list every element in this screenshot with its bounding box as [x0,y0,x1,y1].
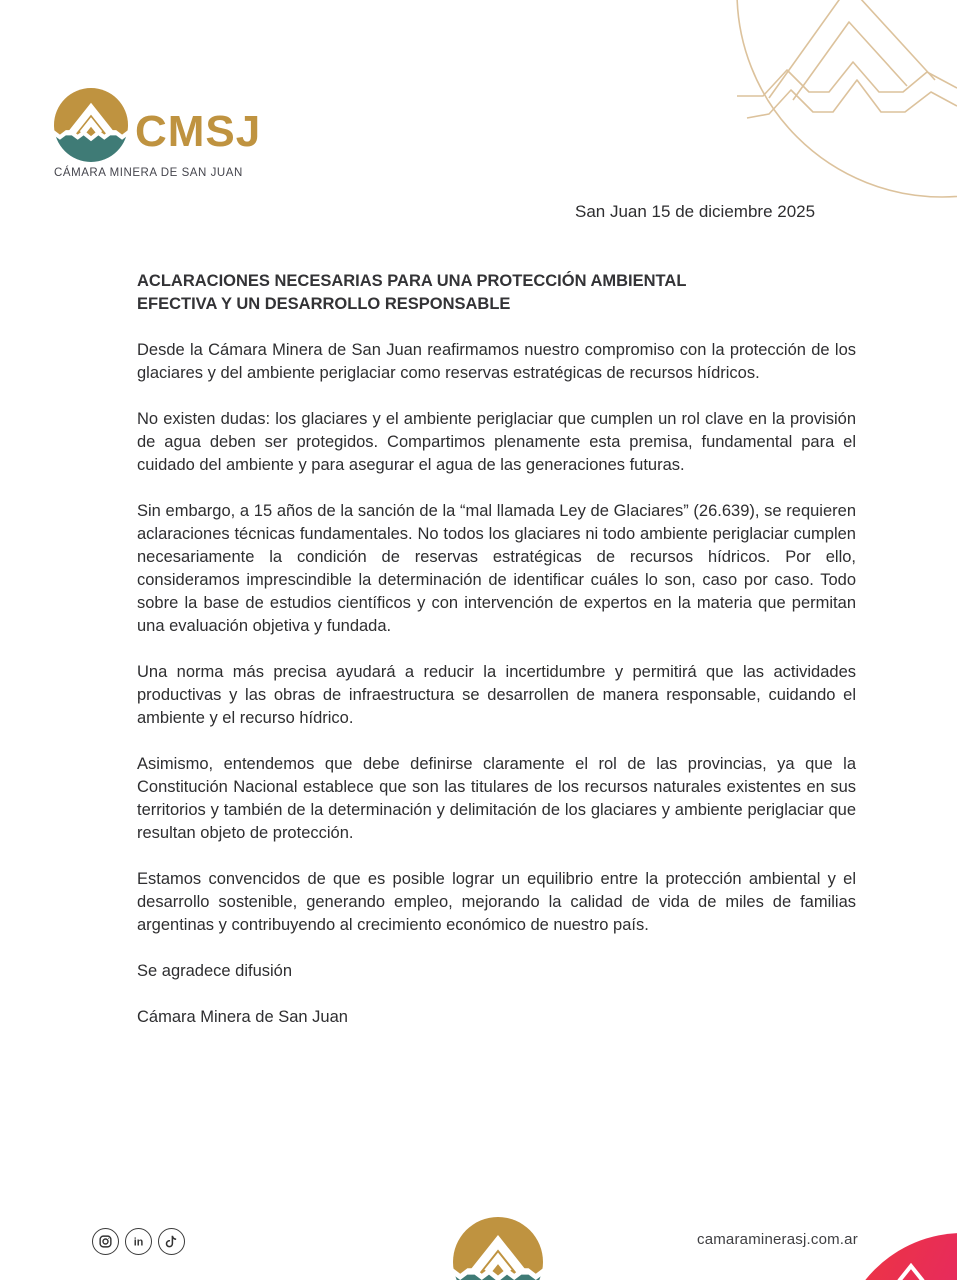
website-url[interactable]: camaraminerasj.com.ar [697,1231,858,1248]
paragraph-1: Desde la Cámara Minera de San Juan reafirmamos nuestro compromiso con la protección de los glaciares y del ambiente periglaciar como reservas estratégicas de recursos hídricos. [137,341,856,382]
footer-logo-icon [453,1217,543,1280]
paragraph-5: Asimismo, entendemos que debe definirse claramente el rol de las provincias, ya que la Constitución Nacional establece que son las titulares de los recursos naturales existentes en sus territorios y también de la determinación y delimitación de los glaciares y ambiente periglaciar que resultan objeto de protección. [137,755,856,842]
letter-date: San Juan 15 de diciembre 2025 [575,202,816,221]
pink-circle-mountain-icon [896,1263,926,1280]
social-links [92,1228,185,1255]
paragraph-6: Estamos convencidos de que es posible lograr un equilibrio entre la protección ambiental y el desarrollo sostenible, generando empleo, mejorando la calidad de vida de miles de familias argentinas y contribuyendo al crecimiento económico de nuestro país. [137,870,856,934]
logo-acronym: CMSJ [135,107,262,156]
svg-text:in: in [133,1236,144,1249]
letter-title-line-1: ACLARACIONES NECESARIAS PARA UNA PROTECCIÓN AMBIENTAL [137,272,687,290]
paragraph-3: Sin embargo, a 15 años de la sanción de la “mal llamada Ley de Glaciares” (26.639), se requieren aclaraciones técnicas fundamentales. No todos los glaciares ni todo ambiente periglaciar cumplen necesariamente la condición de reservas estratégicas de recursos hídricos. Por ello, consideramos imprescindible la determinación de identificar cuáles lo son, caso por caso. Todo sobre la base de estudios científicos y con intervención de expertos en la materia que permitan una evaluación objetiva y fundada. [137,502,856,635]
cmsj-logo-icon [54,88,128,162]
linkedin-icon[interactable] [125,1228,152,1255]
letter-body [137,270,856,1052]
letter-title-line-2: EFECTIVA Y UN DESARROLLO RESPONSABLE [137,295,511,313]
company-logo [54,88,314,179]
signature: Cámara Minera de San Juan [137,1008,348,1026]
closing-line: Se agradece difusión [137,962,293,980]
paragraph-2: No existen dudas: los glaciares y el ambiente periglaciar que cumplen un rol clave en la provisión de agua deben ser protegidos. Compartimos plenamente esta premisa, fundamental para el cuidado del ambiente y para asegurar el agua de las generaciones futuras. [137,410,856,474]
logo-caption: CÁMARA MINERA DE SAN JUAN [54,167,243,179]
instagram-icon[interactable] [92,1228,119,1255]
letter-title [137,270,856,316]
paragraph-4: Una norma más precisa ayudará a reducir la incertidumbre y permitirá que las actividades productivas y las obras de infraestructura se desarrollen de manera responsable, cuidando el ambiente y el recurso hídrico. [137,663,856,727]
decorative-logo-outline-icon [707,0,957,200]
tiktok-icon[interactable] [158,1228,185,1255]
